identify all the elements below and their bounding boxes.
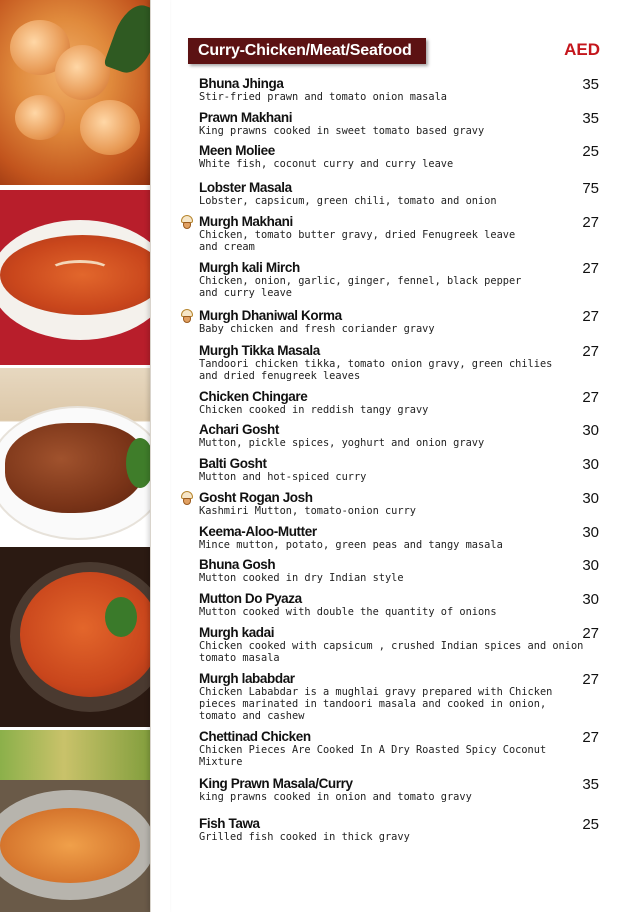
menu-item xyxy=(199,591,601,618)
menu-item xyxy=(199,671,601,722)
dish-price: 35 xyxy=(582,76,599,93)
prawn-shape xyxy=(80,100,140,155)
dish-description: Mutton and hot-spiced curry xyxy=(199,471,367,483)
dish-description: Mince mutton, potato, green peas and tangy masala xyxy=(199,539,503,551)
dish-name: Chicken Chingare xyxy=(199,389,308,404)
dish-name: Achari Gosht xyxy=(199,422,279,437)
herb-garnish xyxy=(105,597,137,637)
dish-name: Balti Gosht xyxy=(199,456,267,471)
menu-item xyxy=(199,343,601,382)
prawn-shape xyxy=(55,45,110,100)
meat-shape xyxy=(5,423,145,513)
dish-description: Mutton, pickle spices, yoghurt and onion gravy xyxy=(199,437,485,449)
dish-name: Mutton Do Pyaza xyxy=(199,591,302,606)
dish-price: 30 xyxy=(582,490,599,507)
menu-item xyxy=(199,143,601,170)
dish-description: Stir-fried prawn and tomato onion masala xyxy=(199,91,447,103)
dish-description: Chicken cooked in reddish tangy gravy xyxy=(199,404,429,416)
dish-name: Prawn Makhani xyxy=(199,110,293,125)
dish-description: Chicken, tomato butter gravy, dried Fenugreek leave and cream xyxy=(199,229,516,253)
dish-price: 27 xyxy=(582,671,599,688)
curry-shape xyxy=(20,572,160,697)
dish-price: 30 xyxy=(582,591,599,608)
dish-price: 27 xyxy=(582,260,599,277)
dish-description: Lobster, capsicum, green chili, tomato and onion xyxy=(199,195,497,207)
butter-chicken-photo xyxy=(0,190,160,365)
dish-description: Chicken Lababdar is a mughlai gravy prepared with Chicken pieces marinated in tandoori masala and cooked in onion, tomato and cashew xyxy=(199,686,553,722)
dish-price: 27 xyxy=(582,625,599,642)
dish-name: Murgh lababdar xyxy=(199,671,295,686)
dish-name: Fish Tawa xyxy=(199,816,260,831)
dish-price: 27 xyxy=(582,729,599,746)
dish-description: Grilled fish cooked in thick gravy xyxy=(199,831,410,843)
dish-name: Murgh kali Mirch xyxy=(199,260,300,275)
dish-price: 25 xyxy=(582,143,599,160)
menu-item xyxy=(199,456,601,483)
dish-price: 30 xyxy=(582,524,599,541)
prawn-shape xyxy=(15,95,65,140)
menu-item xyxy=(199,816,601,843)
dish-description: Baby chicken and fresh coriander gravy xyxy=(199,323,435,335)
currency-label: AED xyxy=(564,40,600,59)
chicken-curry-pot-photo xyxy=(0,547,160,727)
dish-price: 30 xyxy=(582,422,599,439)
menu-item xyxy=(199,729,601,768)
dish-price: 30 xyxy=(582,557,599,574)
dish-price: 27 xyxy=(582,343,599,360)
menu-item xyxy=(199,625,601,664)
menu-item xyxy=(199,260,601,299)
menu-item xyxy=(199,214,601,253)
menu-item xyxy=(199,76,601,103)
dish-description: Chicken, onion, garlic, ginger, fennel, black pepper and curry leave xyxy=(199,275,522,299)
dish-name: Murgh Tikka Masala xyxy=(199,343,320,358)
dish-price: 30 xyxy=(582,456,599,473)
menu-item xyxy=(199,308,601,335)
dish-price: 27 xyxy=(582,389,599,406)
chef-special-icon xyxy=(180,491,194,506)
fish-tawa-photo xyxy=(0,730,160,912)
section-title: Curry-Chicken/Meat/Seafood xyxy=(188,38,426,64)
menu-item xyxy=(199,776,601,803)
menu-item xyxy=(199,490,601,517)
fish-shape xyxy=(0,808,140,883)
dish-price: 35 xyxy=(582,776,599,793)
menu-item xyxy=(199,524,601,551)
dish-description: Tandoori chicken tikka, tomato onion gravy, green chilies and dried fenugreek leaves xyxy=(199,358,553,382)
food-photo-strip xyxy=(0,0,165,912)
dish-name: Gosht Rogan Josh xyxy=(199,490,313,505)
chef-special-icon xyxy=(180,215,194,230)
dish-name: King Prawn Masala/Curry xyxy=(199,776,353,791)
dish-description: Mutton cooked with double the quantity of onions xyxy=(199,606,497,618)
cream-swirl xyxy=(50,260,110,280)
dish-name: Bhuna Gosh xyxy=(199,557,276,572)
menu-item xyxy=(199,389,601,416)
dish-name: Murgh Makhani xyxy=(199,214,293,229)
dish-price: 75 xyxy=(582,180,599,197)
dish-name: Bhuna Jhinga xyxy=(199,76,284,91)
dish-name: Keema-Aloo-Mutter xyxy=(199,524,317,539)
dish-description: Chicken Pieces Are Cooked In A Dry Roasted Spicy Coconut Mixture xyxy=(199,744,547,768)
dish-price: 25 xyxy=(582,816,599,833)
menu-item xyxy=(199,180,601,207)
menu-item xyxy=(199,557,601,584)
dish-description: Chicken cooked with capsicum , crushed Indian spices and onion tomato masala xyxy=(199,640,584,664)
photo-strip-edge xyxy=(150,0,170,912)
dish-name: Murgh kadai xyxy=(199,625,275,640)
vegetables-shape xyxy=(0,730,160,780)
menu-item xyxy=(199,110,601,137)
dish-name: Meen Moliee xyxy=(199,143,275,158)
menu-item xyxy=(199,422,601,449)
mutton-curry-photo xyxy=(0,368,160,543)
dish-description: King prawns cooked in sweet tomato based gravy xyxy=(199,125,485,137)
dish-description: king prawns cooked in onion and tomato gravy xyxy=(199,791,472,803)
dish-price: 35 xyxy=(582,110,599,127)
dish-name: Murgh Dhaniwal Korma xyxy=(199,308,342,323)
chef-special-icon xyxy=(180,309,194,324)
dish-description: Mutton cooked in dry Indian style xyxy=(199,572,404,584)
dish-price: 27 xyxy=(582,214,599,231)
dish-description: White fish, coconut curry and curry leave xyxy=(199,158,454,170)
dish-name: Lobster Masala xyxy=(199,180,292,195)
prawn-curry-photo xyxy=(0,0,160,185)
dish-price: 27 xyxy=(582,308,599,325)
dish-description: Kashmiri Mutton, tomato-onion curry xyxy=(199,505,416,517)
dish-name: Chettinad Chicken xyxy=(199,729,311,744)
